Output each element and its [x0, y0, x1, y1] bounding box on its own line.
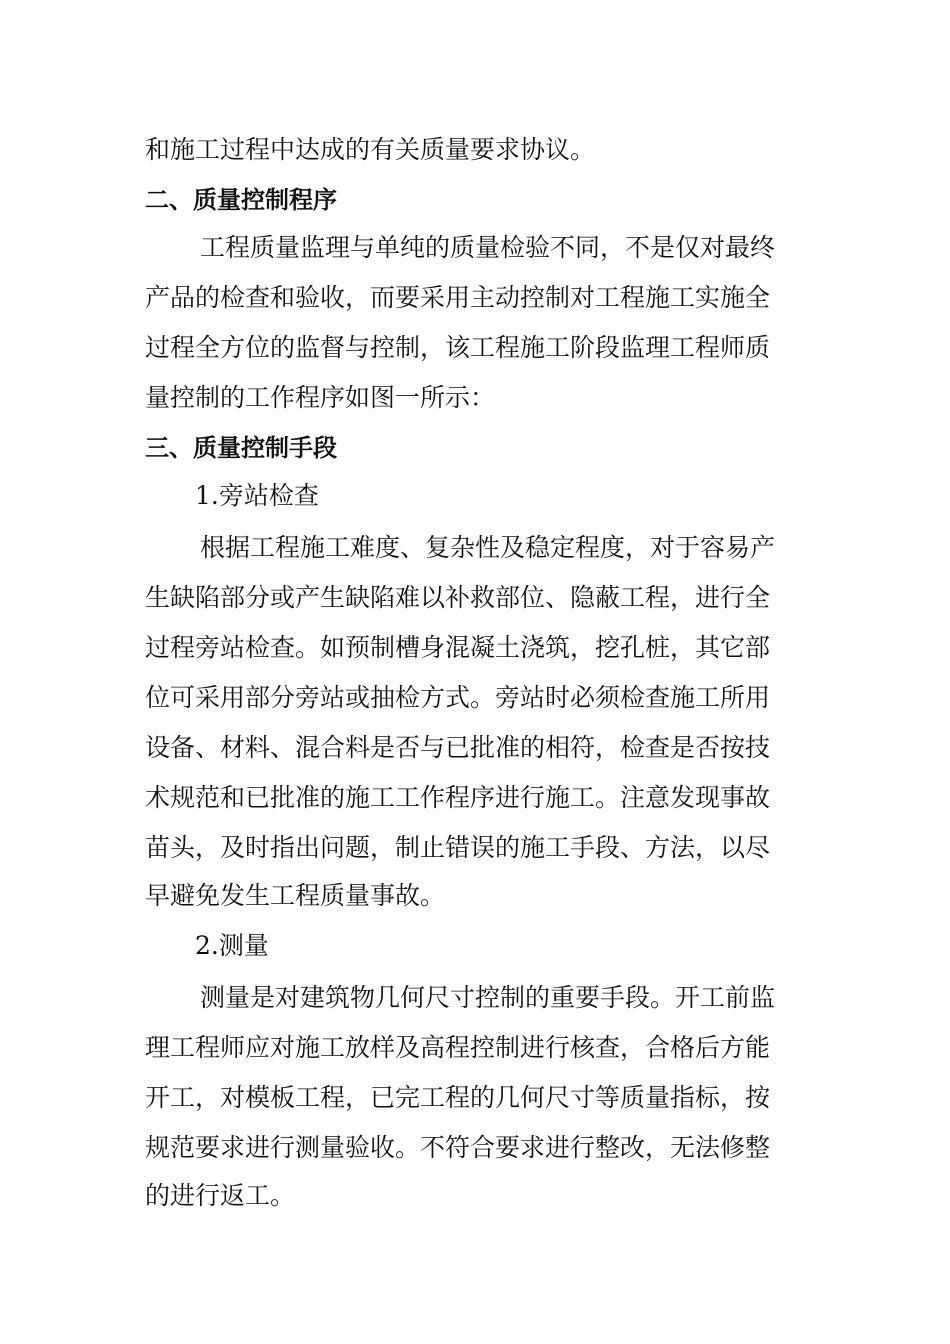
paragraph-line: 测量是对建筑物几何尺寸控制的重要手段。开工前监: [200, 983, 776, 1012]
paragraph-line: 位可采用部分旁站或抽检方式。旁站时必须检查施工所用: [145, 683, 771, 712]
section-heading-quality-control-procedure: 二、质量控制程序: [145, 186, 337, 214]
paragraph-line: 术规范和已批准的施工工作程序进行施工。注意发现事故: [145, 783, 771, 812]
paragraph-line: 的进行返工。: [145, 1181, 296, 1210]
section-heading-quality-control-means: 三、质量控制手段: [145, 434, 337, 462]
paragraph-line: 开工，对模板工程，已完工程的几何尺寸等质量指标，按: [145, 1083, 771, 1112]
paragraph-line: 理工程师应对施工放样及高程控制进行核查，合格后方能: [145, 1033, 771, 1062]
paragraph-line: 规范要求进行测量验收。不符合要求进行整改，无法修整: [145, 1133, 771, 1162]
paragraph-line: 工程质量监理与单纯的质量检验不同，不是仅对最终: [200, 233, 776, 262]
paragraph-line: 产品的检查和验收，而要采用主动控制对工程施工实施全: [145, 283, 771, 312]
subsection-heading-measurement: 2.测量: [195, 931, 269, 960]
paragraph-line: 生缺陷部分或产生缺陷难以补救部位、隐蔽工程，进行全: [145, 583, 771, 612]
subsection-heading-side-station-inspection: 1.旁站检查: [195, 481, 319, 510]
paragraph-line: 过程全方位的监督与控制，该工程施工阶段监理工程师质: [145, 333, 771, 362]
paragraph-line: 量控制的工作程序如图一所示：: [145, 383, 496, 412]
paragraph-line: 设备、材料、混合料是否与已批准的相符，检查是否按技: [145, 733, 771, 762]
paragraph-line: 根据工程施工难度、复杂性及稳定程度，对于容易产: [200, 533, 776, 562]
paragraph-line: 和施工过程中达成的有关质量要求协议。: [145, 135, 596, 164]
paragraph-line: 苗头，及时指出问题，制止错误的施工手段、方法，以尽: [145, 833, 771, 862]
paragraph-line: 早避免发生工程质量事故。: [145, 881, 446, 910]
paragraph-line: 过程旁站检查。如预制槽身混凝土浇筑，挖孔桩，其它部: [145, 633, 771, 662]
